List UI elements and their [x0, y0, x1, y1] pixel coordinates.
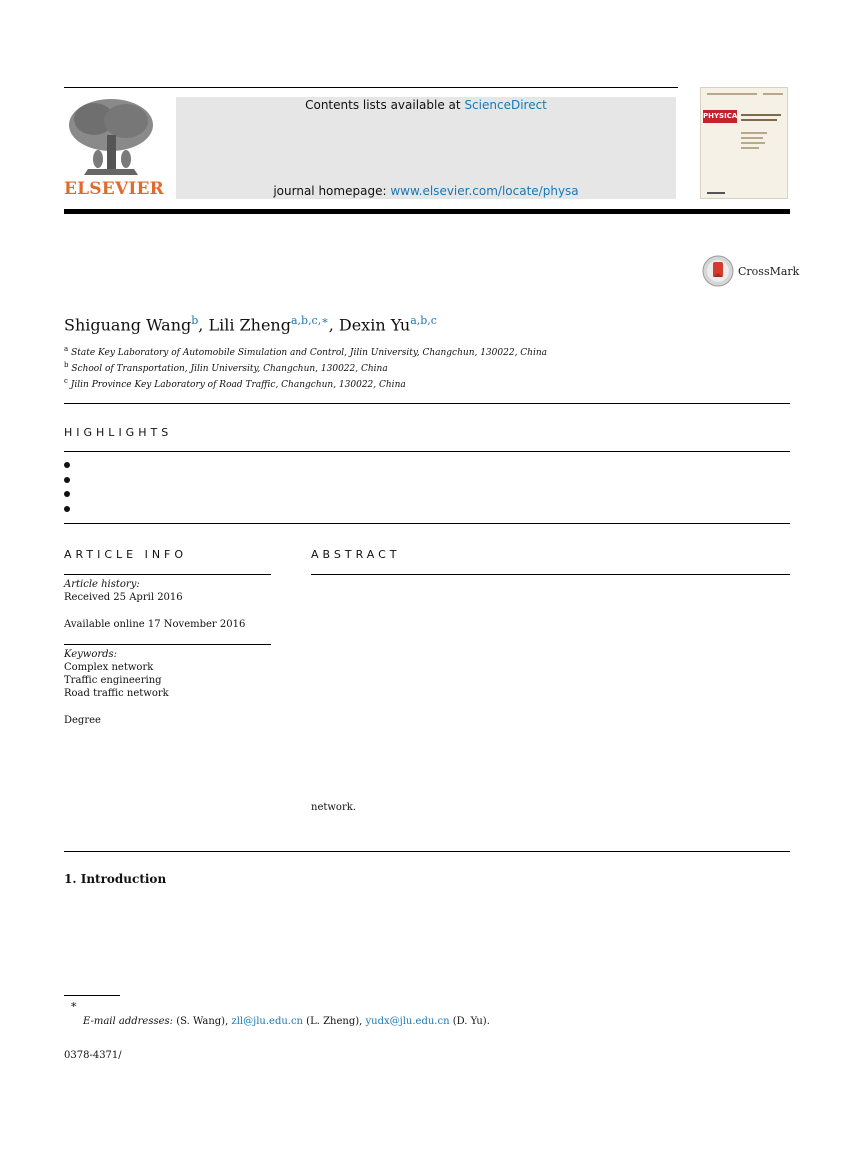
email-link-zheng[interactable]: zll@jlu.edu.cn: [231, 1016, 303, 1027]
email-label: E-mail addresses:: [83, 1016, 174, 1027]
abstract-heading: ABSTRACT: [311, 548, 401, 561]
article-info-heading: ARTICLE INFO: [64, 548, 188, 561]
header-top-rule: [64, 87, 678, 88]
front-matter-rule: [64, 851, 790, 852]
highlight-bullet: [64, 491, 70, 497]
email-link-yu[interactable]: yudx@jlu.edu.cn: [365, 1016, 450, 1027]
contents-prefix: Contents lists available at: [305, 98, 465, 112]
email-text: (D. Yu).: [449, 1016, 490, 1027]
cover-line: [741, 132, 767, 134]
contents-line: [176, 98, 676, 112]
author-name: Lili Zheng: [208, 315, 291, 335]
author-affiliation-mark[interactable]: a,b,c: [410, 314, 437, 327]
keyword: Road traffic network: [64, 688, 169, 699]
highlight-bullet: [64, 477, 70, 483]
email-footnote: [83, 1016, 490, 1027]
cover-line: [741, 114, 781, 116]
email-text: (L. Zheng),: [303, 1016, 366, 1027]
abstract-tail: network.: [311, 802, 356, 813]
received-date: Received 25 April 2016: [64, 592, 183, 603]
author-affiliation-mark[interactable]: a,b,c,∗: [290, 314, 329, 327]
crossmark-label[interactable]: CrossMark: [738, 265, 800, 278]
cover-line: [707, 192, 725, 194]
history-label: Article history:: [64, 579, 140, 590]
cover-title: PHYSICA: [703, 110, 737, 123]
homepage-line: [176, 184, 676, 198]
affiliation: [64, 361, 388, 374]
publisher-name: ELSEVIER: [64, 179, 164, 199]
keywords-label: Keywords:: [64, 649, 118, 660]
sciencedirect-link[interactable]: ScienceDirect: [464, 98, 547, 112]
article-info-rule: [64, 574, 271, 575]
highlights-bottom-rule: [64, 523, 790, 524]
keyword: Complex network: [64, 662, 154, 673]
elsevier-tree-icon: [64, 95, 158, 179]
highlight-bullet: [64, 462, 70, 468]
cover-line: [741, 142, 765, 144]
journal-cover: [700, 87, 788, 199]
section-title-introduction: 1. Introduction: [64, 872, 167, 886]
author-affiliation-mark[interactable]: b: [191, 314, 199, 327]
cover-line: [741, 147, 759, 149]
keywords-rule: [64, 644, 271, 645]
highlight-bullet: [64, 506, 70, 512]
cover-line: [741, 137, 763, 139]
keyword: Traffic engineering: [64, 675, 162, 686]
cover-line: [741, 119, 777, 121]
journal-homepage-link[interactable]: www.elsevier.com/locate/physa: [390, 184, 579, 198]
abstract-rule: [311, 574, 790, 575]
author-name: Shiguang Wang: [64, 315, 192, 335]
keyword: Degree: [64, 715, 101, 726]
elsevier-logo: [64, 95, 164, 200]
highlights-heading: HIGHLIGHTS: [64, 426, 173, 439]
affiliation-mark: c: [64, 377, 68, 385]
affiliation-text: Jilin Province Key Laboratory of Road Traffic, Changchun, 130022, China: [70, 380, 406, 390]
available-date: Available online 17 November 2016: [64, 619, 246, 630]
affiliation-text: School of Transportation, Jilin University, Changchun, 130022, China: [71, 364, 388, 374]
cover-line: [707, 93, 757, 95]
author-list: Shiguang Wang$^b$, Lili Zheng$^{a,b,c,∗}$, Dexin Yu$^{a,b,c}$: [64, 314, 437, 335]
footnote-star: ∗: [70, 998, 78, 1011]
footnote-rule: [64, 995, 120, 996]
affiliation-mark: a: [64, 345, 69, 353]
email-text: (S. Wang),: [173, 1016, 232, 1027]
affiliations-rule: [64, 403, 790, 404]
header-bottom-rule: [64, 209, 790, 214]
homepage-prefix: journal homepage:: [273, 184, 391, 198]
cover-line: [763, 93, 783, 95]
affiliation-mark: b: [64, 361, 69, 369]
crossmark-icon[interactable]: [702, 255, 734, 287]
issn: 0378-4371/: [64, 1050, 122, 1061]
highlights-rule: [64, 451, 790, 452]
affiliation-text: State Key Laboratory of Automobile Simulation and Control, Jilin University, Changchun, 130022, China: [71, 348, 548, 358]
author-name: Dexin Yu: [338, 315, 411, 335]
affiliation: [64, 345, 547, 358]
affiliation: [64, 377, 406, 390]
